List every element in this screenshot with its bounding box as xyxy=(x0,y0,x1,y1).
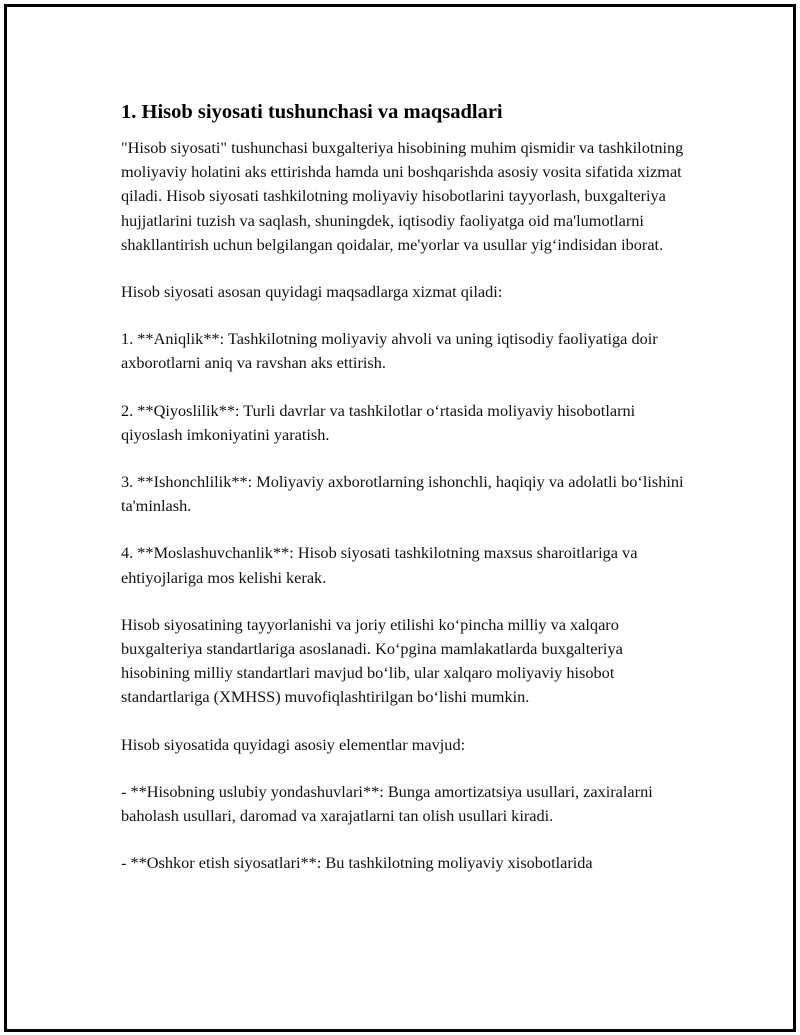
goal-item-accuracy: 1. **Aniqlik**: Tashkilotning moliyaviy ahvoli va uning iqtisodiy faoliyatiga doir axborotlarni aniq va ravshan aks ettirish. xyxy=(121,329,658,373)
goal-item-reliability: 3. **Ishonchlilik**: Moliyaviy axborotlarning ishonchli, haqiqiy va adolatli bo‘lishini ta'minlash. xyxy=(121,472,684,516)
goal-item-flexibility: 4. **Moslashuvchanlik**: Hisob siyosati tashkilotning maxsus sharoitlariga va ehtiyojlariga mos kelishi kerak. xyxy=(121,543,638,587)
section-heading: 1. Hisob siyosati tushunchasi va maqsadlari xyxy=(121,101,503,123)
element-item-disclosure: - **Oshkor etish siyosatlari**: Bu tashkilotning moliyaviy xisobotlarida xyxy=(121,853,593,873)
element-item-methods: - **Hisobning uslubiy yondashuvlari**: Bunga amortizatsiya usullari, zaxiralarni baholash usullari, daromad va xarajatlarni tan olish usullari kiradi. xyxy=(121,781,653,826)
goal-item-comparability: 2. **Qiyoslilik**: Turli davrlar va tashkilotlar o‘rtasida moliyaviy hisobotlarni qiyoslash imkoniyatini yaratish. xyxy=(121,400,636,444)
intro-paragraph: "Hisob siyosati" tushunchasi buxgalteriya hisobining muhim qismidir va tashkilotning moliyaviy holatini aks ettirishda hamda uni boshqarishda asosiy vosita sifatida xizmat qiladi. Hisob siyosati tashkilotning moliyaviy hisobotlarini tayyorlash, buxgalteriya hujjatlarini tuzish va saqlash, shuningdek, iqtisodiy faoliyatga oid ma'lumotlarni shakllantirish uchun belgilangan qoidalar, me'yorlar va usullar yig‘indisidan iborat. xyxy=(121,138,684,254)
page-frame xyxy=(4,4,796,1032)
standards-paragraph: Hisob siyosatining tayyorlanishi va joriy etilishi ko‘pincha milliy va xalqaro buxgalteriya standartlariga asoslanadi. Ko‘pgina mamlakatlarda buxgalteriya hisobining milliy standartlari mavjud bo‘lib, ular xalqaro moliyaviy hisobot standartlariga (XMHSS) muvofiqlashtirilgan bo‘lishi mumkin. xyxy=(121,614,623,707)
document-body xyxy=(121,98,691,898)
goals-lead-paragraph: Hisob siyosati asosan quyidagi maqsadlarga xizmat qiladi: xyxy=(121,282,503,302)
elements-lead-paragraph: Hisob siyosatida quyidagi asosiy elementlar mavjud: xyxy=(121,734,466,754)
